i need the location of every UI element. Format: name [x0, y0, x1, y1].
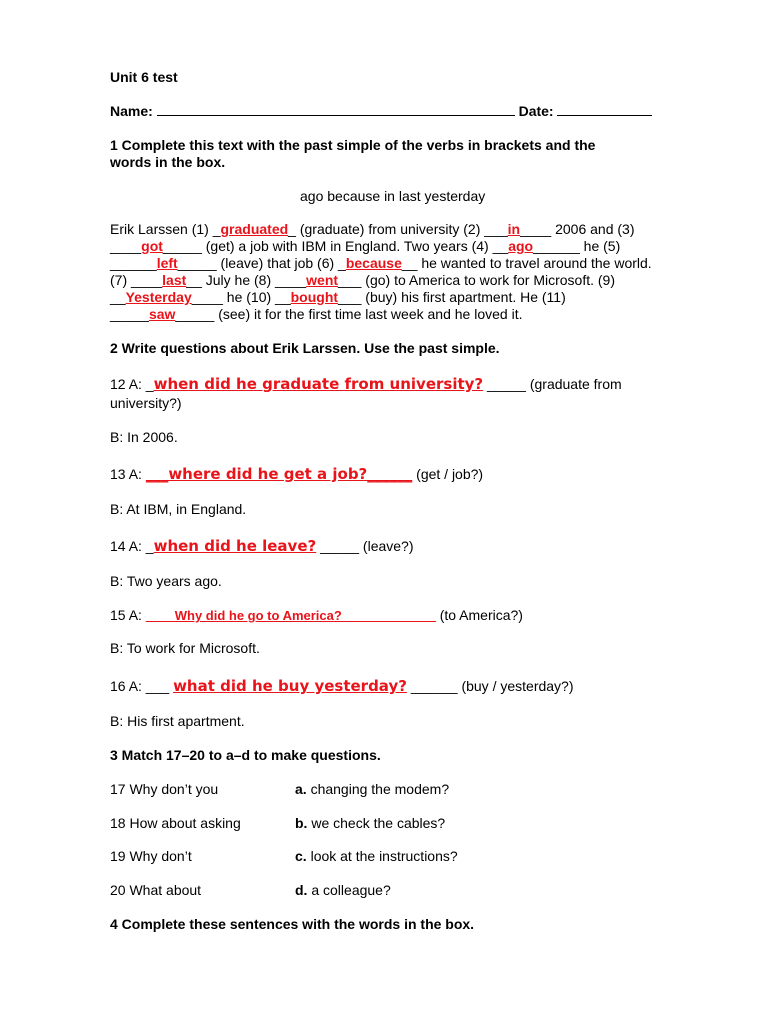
q15-question: 15 A: ____Why did he go to America?_____________ (to America?) — [110, 607, 523, 623]
match-left: 18 How about asking — [110, 815, 241, 831]
answer-11: saw — [148, 306, 176, 322]
q16-answer: what did he buy yesterday? — [173, 677, 407, 695]
q15-answer: ____Why did he go to America?_____________ — [145, 608, 436, 623]
match-right: b. we check the cables? — [295, 815, 446, 831]
date-label: Date: — [518, 103, 554, 119]
match-left: 19 Why don’t — [110, 848, 192, 864]
q3-instruction: 3 Match 17–20 to a–d to make questions. — [110, 747, 381, 763]
q14-reply: B: Two years ago. — [110, 573, 222, 589]
name-date-row — [110, 103, 652, 120]
q13-answer: ___where did he get a job?______ — [145, 465, 413, 483]
match-right: a. changing the modem? — [295, 781, 450, 797]
date-blank[interactable] — [557, 103, 652, 116]
answer-4: ago — [508, 238, 534, 254]
match-row — [110, 848, 730, 865]
answer-8: went — [306, 272, 339, 288]
match-row — [110, 815, 730, 832]
q16-reply: B: His first apartment. — [110, 713, 245, 729]
answer-6: because — [345, 255, 402, 271]
match-row — [110, 882, 730, 899]
match-row — [110, 781, 730, 798]
q15-reply: B: To work for Microsoft. — [110, 640, 260, 656]
q1-line-2: ____got_____ (get) a job with IBM in England. Two years (4) __ago______ he (5) — [110, 238, 621, 254]
q14-answer: when did he leave? — [153, 537, 317, 555]
q1-line-6: _____saw_____ (see) it for the first time last week and he loved it. — [110, 306, 523, 322]
q12-answer: when did he graduate from university? — [153, 375, 484, 393]
match-right: d. a colleague? — [295, 882, 391, 898]
q1-instruction-line1: 1 Complete this text with the past simple of the verbs in brackets and the — [110, 137, 596, 153]
q12-reply: B: In 2006. — [110, 429, 178, 445]
answer-1: graduated — [220, 221, 289, 237]
q1-line-4: (7) ____last__ July he (8) ____went___ (go) to America to work for Microsoft. (9) — [110, 272, 616, 288]
match-right: c. look at the instructions? — [295, 848, 458, 864]
q4-instruction: 4 Complete these sentences with the words in the box. — [110, 916, 475, 932]
match-left: 17 Why don’t you — [110, 781, 219, 797]
q13-question: 13 A: ___where did he get a job?______ (get / job?) — [110, 465, 484, 483]
q1-line-1: Erik Larssen (1) _graduated_ (graduate) from university (2) ___in____ 2006 and (3) — [110, 221, 635, 237]
q12-question: 12 A: _when did he graduate from university? _____ (graduate from — [110, 375, 622, 393]
q14-question: 14 A: _when did he leave? _____ (leave?) — [110, 537, 414, 555]
name-blank[interactable] — [157, 103, 515, 116]
answer-9: Yesterday — [125, 289, 192, 305]
q1-line-3: ______left_____ (leave) that job (6) _because__ he wanted to travel around the world. — [110, 255, 652, 271]
q16-question: 16 A: ___ what did he buy yesterday? ______ (buy / yesterday?) — [110, 677, 574, 695]
q1-line-5: __Yesterday____ he (10) __bought___ (buy) his first apartment. He (11) — [110, 289, 566, 305]
answer-10: bought — [290, 289, 339, 305]
answer-7: last — [162, 272, 187, 288]
word-box: ago because in last yesterday — [300, 188, 486, 204]
answer-2: in — [507, 221, 521, 237]
answer-3: got — [141, 238, 163, 254]
name-label: Name: — [110, 103, 153, 119]
answer-5: left — [156, 255, 178, 271]
q13-reply: B: At IBM, in England. — [110, 501, 247, 517]
q12-question-cont: university?) — [110, 395, 182, 411]
page-title: Unit 6 test — [110, 69, 178, 85]
q2-instruction: 2 Write questions about Erik Larssen. Use the past simple. — [110, 340, 500, 356]
match-left: 20 What about — [110, 882, 202, 898]
q1-instruction-line2: words in the box. — [110, 154, 226, 170]
